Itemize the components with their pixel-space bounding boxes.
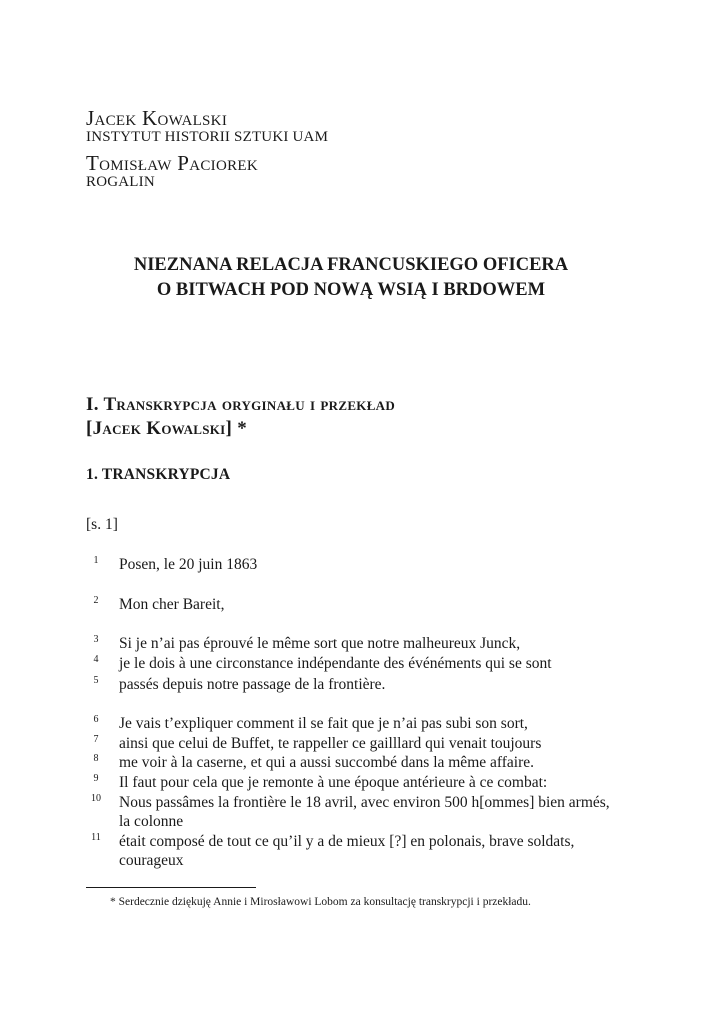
line-number: 6 [93, 714, 99, 725]
article-title-line-2: O BITWACH POD NOWĄ WSIĄ I BRDOWEM [156, 280, 546, 300]
section-heading-line-2: [Jacek Kowalski] * [86, 418, 248, 439]
line-text: était composé de tout ce qu’il y a de mieux [?] en polonais, brave soldats, courageux [119, 833, 575, 869]
line-text: me voir à la caserne, et qui a aussi succombé dans la même affaire. [119, 754, 535, 771]
author-name-2: Tomisław Paciorek [86, 151, 258, 175]
line-text: je le dois à une circonstance indépendante des événéments qui se sont [119, 655, 552, 672]
footnote: * Serdecznie dziękuję Annie i Mirosławowi Lobom za konsultację transkrypcji i przekładu. [110, 896, 531, 908]
line-number: 9 [93, 773, 99, 784]
line-text: Si je n’ai pas éprouvé le même sort que notre malheureux Junck, [119, 635, 521, 652]
section-heading-line-1: I. Transkrypcja oryginału i przekład [86, 394, 396, 415]
line-number: 7 [93, 734, 99, 745]
line-text: Posen, le 20 juin 1863 [119, 556, 258, 573]
line-text: Il faut pour cela que je remonte à une époque antérieure à ce combat: [119, 774, 548, 791]
line-text: ainsi que celui de Buffet, te rappeller ce gailllard qui venait toujours [119, 735, 542, 752]
footnote-divider [86, 887, 256, 888]
line-number: 3 [93, 634, 99, 645]
page-reference: [s. 1] [86, 516, 118, 533]
line-number: 4 [93, 654, 99, 665]
author-name-1: Jacek Kowalski [86, 106, 228, 130]
author-affiliation-2: ROGALIN [86, 174, 155, 190]
article-title-line-1: NIEZNANA RELACJA FRANCUSKIEGO OFICERA [133, 255, 569, 275]
line-text: Nous passâmes la frontière le 18 avril, avec environ 500 h[ommes] bien armés, la colonne [119, 794, 610, 830]
author-affiliation-1: INSTYTUT HISTORII SZTUKI UAM [86, 129, 329, 145]
line-number: 5 [93, 675, 99, 686]
line-text: Mon cher Bareit, [119, 596, 225, 613]
line-text: passés depuis notre passage de la frontière. [119, 676, 386, 693]
line-number: 1 [93, 555, 99, 566]
subsection-heading: 1. TRANSKRYPCJA [86, 466, 231, 483]
line-text: Je vais t’expliquer comment il se fait que je n’ai pas subi son sort, [119, 715, 528, 732]
line-number: 8 [93, 753, 99, 764]
line-number: 10 [91, 793, 101, 804]
line-number: 2 [93, 595, 99, 606]
line-number: 11 [91, 832, 101, 843]
